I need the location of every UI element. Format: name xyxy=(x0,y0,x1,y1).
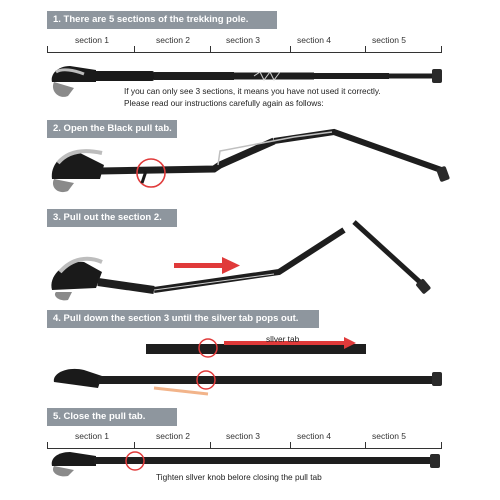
ruler-tick xyxy=(134,442,135,449)
section-3-label: section 3 xyxy=(225,431,261,441)
handle-strap xyxy=(53,466,74,476)
pole-tip-icon xyxy=(432,69,442,83)
step3-banner: 3. Pull out the section 2. xyxy=(47,209,177,227)
pole-body xyxy=(98,376,438,384)
ruler-tick xyxy=(47,442,48,449)
section-1-label: section 1 xyxy=(74,35,110,45)
step1-note xyxy=(124,86,381,109)
handle-grip xyxy=(52,66,96,97)
section-ruler-bottom xyxy=(47,431,442,451)
step5-note: Tighten sllver knob belore closing the pull tab xyxy=(156,472,322,482)
section-4-label: section 4 xyxy=(296,431,332,441)
pole-tip-icon xyxy=(432,372,442,386)
pull-direction-arrow-icon xyxy=(174,257,240,274)
pole-section-5 xyxy=(389,74,434,79)
ruler-tick xyxy=(290,46,291,53)
section-2-label: section 2 xyxy=(155,431,191,441)
pole-section-2-3 xyxy=(154,230,344,290)
section-1-label: section 1 xyxy=(74,431,110,441)
step4-banner: 4. Pull down the section 3 until the silver tab pops out. xyxy=(47,310,319,328)
pole-section-2 xyxy=(154,72,234,80)
ruler-tick xyxy=(441,442,442,449)
section-5-label: section 5 xyxy=(371,35,407,45)
ruler-tick xyxy=(365,442,366,449)
ruler-tick xyxy=(365,46,366,53)
handle-grip xyxy=(52,151,104,192)
pole-section-1 xyxy=(94,71,154,81)
ruler-tick xyxy=(134,46,135,53)
handle-grip xyxy=(54,369,102,388)
step1-note-line1: If you can only see 3 sections, it means you have not used it correctly. xyxy=(124,86,381,96)
trekking-pole-pulled xyxy=(44,216,464,301)
ruler-tick xyxy=(47,46,48,53)
pole-section-4-5 xyxy=(354,222,422,284)
ruler-line xyxy=(47,52,442,53)
pole-section-4 xyxy=(314,73,389,79)
ruler-tick xyxy=(441,46,442,53)
section-4-label: section 4 xyxy=(296,35,332,45)
zoom-pole-section xyxy=(146,344,366,354)
handle-grip xyxy=(52,452,96,466)
trekking-pole-tab-open xyxy=(44,135,464,205)
pole-section-1 xyxy=(98,282,154,290)
connector-cord xyxy=(154,274,274,290)
step1-note-line2: Please read our instructions carefully again as follows: xyxy=(124,97,324,108)
trekking-pole-silver-tab xyxy=(44,330,464,400)
pole-tip-icon xyxy=(430,454,440,468)
section-5-label: section 5 xyxy=(371,431,407,441)
section-3-label: section 3 xyxy=(225,35,261,45)
pole-section-3 xyxy=(234,73,314,80)
ruler-tick xyxy=(210,442,211,449)
section-ruler-top xyxy=(47,35,442,55)
step1-banner: 1. There are 5 sections of the trekking pole. xyxy=(47,11,277,29)
section-2-label: section 2 xyxy=(155,35,191,45)
handle-grip xyxy=(51,259,102,301)
step5-banner: 5. Close the pull tab. xyxy=(47,408,177,426)
ruler-tick xyxy=(290,442,291,449)
pole-body xyxy=(94,457,434,464)
step2-banner: 2. Open the Black pull tab. xyxy=(47,120,177,138)
ruler-tick xyxy=(210,46,211,53)
ruler-line xyxy=(47,448,442,449)
silver-tab-label: sllver tab xyxy=(266,334,300,344)
motion-arrow-icon xyxy=(154,388,208,394)
pole-section-3-5 xyxy=(274,132,444,171)
